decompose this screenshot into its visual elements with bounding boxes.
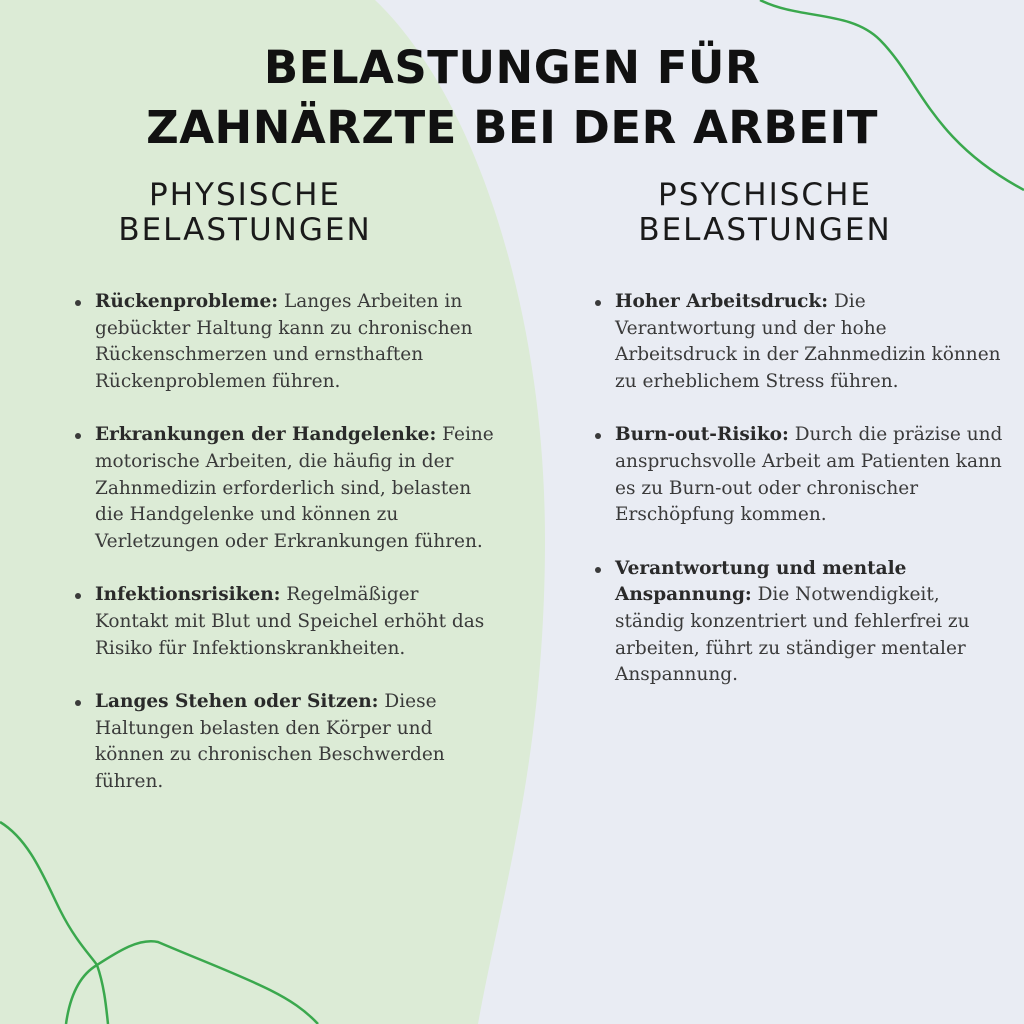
item-term: Burn-out-Risiko: [615,424,789,446]
item-text: Die Notwendigkeit, ständig konzentriert und fehlerfrei zu arbeiten, führt zu ständiger mentaler Anspannung. [615,584,970,686]
item-term: Infektionsrisiken: [95,584,281,606]
psychological-heading-line-2: BELASTUNGEN [638,212,892,248]
physical-heading [95,178,395,248]
title-line-1: BELASTUNGEN FÜR [263,41,761,94]
list-item [95,689,495,795]
item-term: Langes Stehen oder Sitzen: [95,691,379,713]
physical-list [73,289,495,823]
psychological-list [593,289,1010,716]
page-title [0,38,1024,158]
physical-heading-line-2: BELASTUNGEN [118,212,372,248]
item-term: Hoher Arbeitsdruck: [615,291,829,312]
item-term: Rückenprobleme: [95,291,279,312]
item-term: Verantwortung und mentale Anspannung: [615,557,907,606]
list-item [95,582,495,662]
item-text: Die Verantwortung und der hohe Arbeitsdruck in der Zahnmedizin können zu erheblichem Stress führen. [615,291,1001,392]
psychological-heading [615,178,915,248]
list-item [95,422,495,555]
list-item [615,289,1010,395]
item-text: Langes Arbeiten in gebückter Haltung kann zu chronischen Rückenschmerzen und ernsthaften Rückenproblemen führen. [95,291,473,392]
item-term: Erkrankungen der Handgelenke: [95,424,437,446]
title-line-2: ZAHNÄRZTE BEI DER ARBEIT [146,101,878,154]
list-item [95,289,495,395]
item-text: Durch die präzise und anspruchsvolle Arbeit am Patienten kann es zu Burn-out oder chronischer Erschöpfung kommen. [615,424,1003,526]
list-item [615,422,1010,528]
physical-heading-line-1: PHYSISCHE [149,177,341,213]
psychological-heading-line-1: PSYCHISCHE [658,177,872,213]
item-text: Diese Haltungen belasten den Körper und können zu chronischen Beschwerden führen. [95,691,445,792]
list-item [615,556,1010,689]
item-text: Feine motorische Arbeiten, die häufig in der Zahnmedizin erforderlich sind, belasten die Handgelenke und können zu Verletzungen oder Erkrankungen führen. [95,424,494,552]
item-text: Regelmäßiger Kontakt mit Blut und Speichel erhöht das Risiko für Infektionskrankheiten. [95,584,485,659]
